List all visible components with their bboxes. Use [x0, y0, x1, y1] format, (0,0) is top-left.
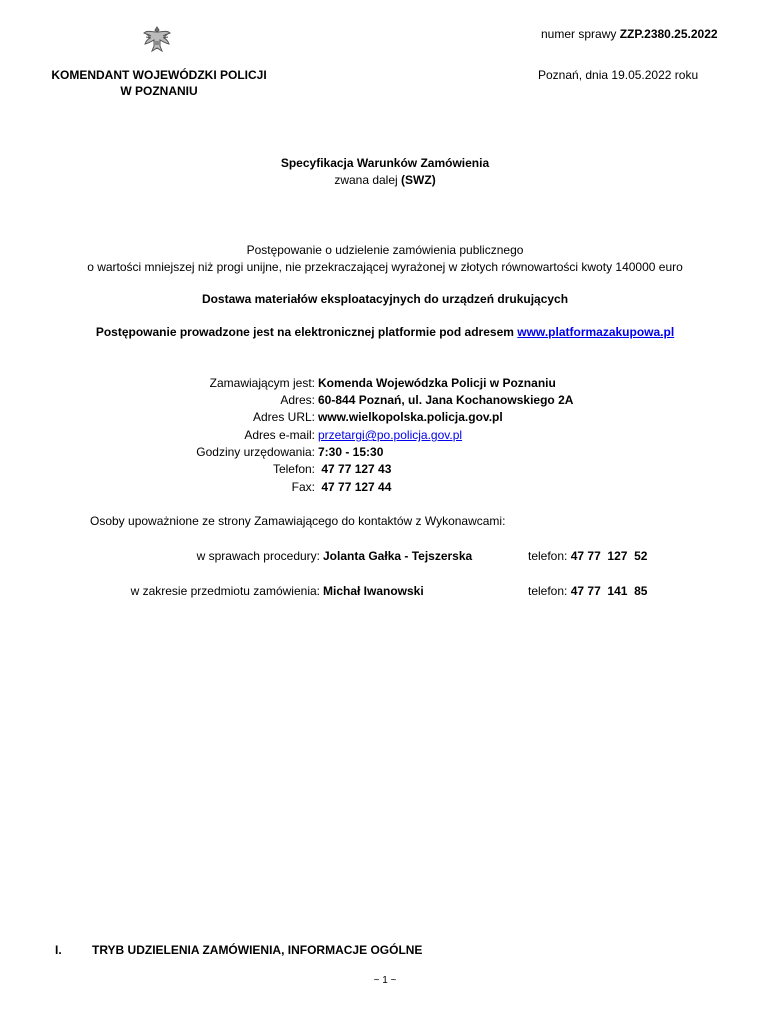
title-line-2: [0, 173, 770, 187]
contacts-intro: Osoby upoważnione ze strony Zamawiającego do kontaktów z Wykonawcami:: [90, 514, 506, 528]
phone-number: 47 77 141 85: [570, 584, 648, 598]
phone-label: telefon:: [528, 549, 568, 563]
email-label: Adres e-mail:: [244, 428, 315, 442]
case-number: ZZP.2380.25.2022: [619, 27, 718, 41]
buyer-name: Komenda Wojewódzka Policji w Poznaniu: [318, 376, 556, 390]
phone-value: 47 77 127 43: [318, 462, 392, 476]
case-number-line: [541, 27, 718, 41]
title-line-1: Specyfikacja Warunków Zamówienia: [280, 156, 490, 170]
contact-subject-phone: [528, 584, 647, 598]
platform-text: Postępowanie prowadzone jest na elektronicznej platformie pod adresem: [95, 325, 514, 339]
platform-link[interactable]: www.platformazakupowa.pl: [517, 325, 675, 339]
address-value: 60-844 Poznań, ul. Jana Kochanowskiego 2A: [318, 393, 574, 407]
authority-line-1: KOMENDANT WOJEWÓDZKI POLICJI: [51, 68, 267, 82]
procurement-subject: Dostawa materiałów eksploatacyjnych do urządzeń drukujących: [201, 292, 569, 306]
procedure-line-2: o wartości mniejszej niż progi unijne, nie przekraczającej wyrażonej w złotych równowartości kwoty 140000 euro: [87, 260, 683, 274]
email-link[interactable]: przetargi@po.policja.gov.pl: [318, 428, 463, 442]
title-abbreviation: (SWZ): [401, 173, 436, 187]
office-hours-label: Godziny urzędowania:: [196, 445, 315, 459]
authority-line-2: W POZNANIU: [120, 84, 198, 98]
platform-line: [0, 325, 770, 339]
fax-value: 47 77 127 44: [318, 480, 392, 494]
url-label: Adres URL:: [252, 410, 315, 424]
fax-label: Fax:: [291, 480, 315, 494]
section-number: I.: [55, 943, 62, 957]
issuing-authority: [50, 68, 268, 98]
contact-subject-name: Michał Iwanowski: [323, 584, 424, 598]
document-title: [0, 156, 770, 187]
contact-procedure-label: w sprawach procedury:: [196, 549, 320, 563]
page-number: ~ 1 ~: [373, 975, 397, 986]
phone-number: 47 77 127 52: [570, 549, 648, 563]
contact-procedure-phone: [528, 549, 647, 563]
eagle-emblem-icon: [141, 24, 173, 54]
section-title: TRYB UDZIELENIA ZAMÓWIENIA, INFORMACJE OGÓLNE: [92, 943, 423, 957]
phone-label: telefon:: [528, 584, 568, 598]
procedure-line-1: Postępowanie o udzielenie zamówienia publicznego: [246, 243, 524, 257]
case-number-label: numer sprawy: [541, 27, 617, 41]
address-label: Adres:: [280, 393, 315, 407]
buyer-label: Zamawiającym jest:: [209, 376, 315, 390]
place-date: Poznań, dnia 19.05.2022 roku: [538, 68, 699, 82]
title-line-2-prefix: zwana dalej: [334, 173, 398, 187]
office-hours-value: 7:30 - 15:30: [318, 445, 384, 459]
url-value: www.wielkopolska.policja.gov.pl: [318, 410, 503, 424]
contact-subject-label: w zakresie przedmiotu zamówienia:: [130, 584, 320, 598]
phone-label: Telefon:: [272, 462, 315, 476]
contact-procedure-name: Jolanta Gałka - Tejszerska: [323, 549, 473, 563]
